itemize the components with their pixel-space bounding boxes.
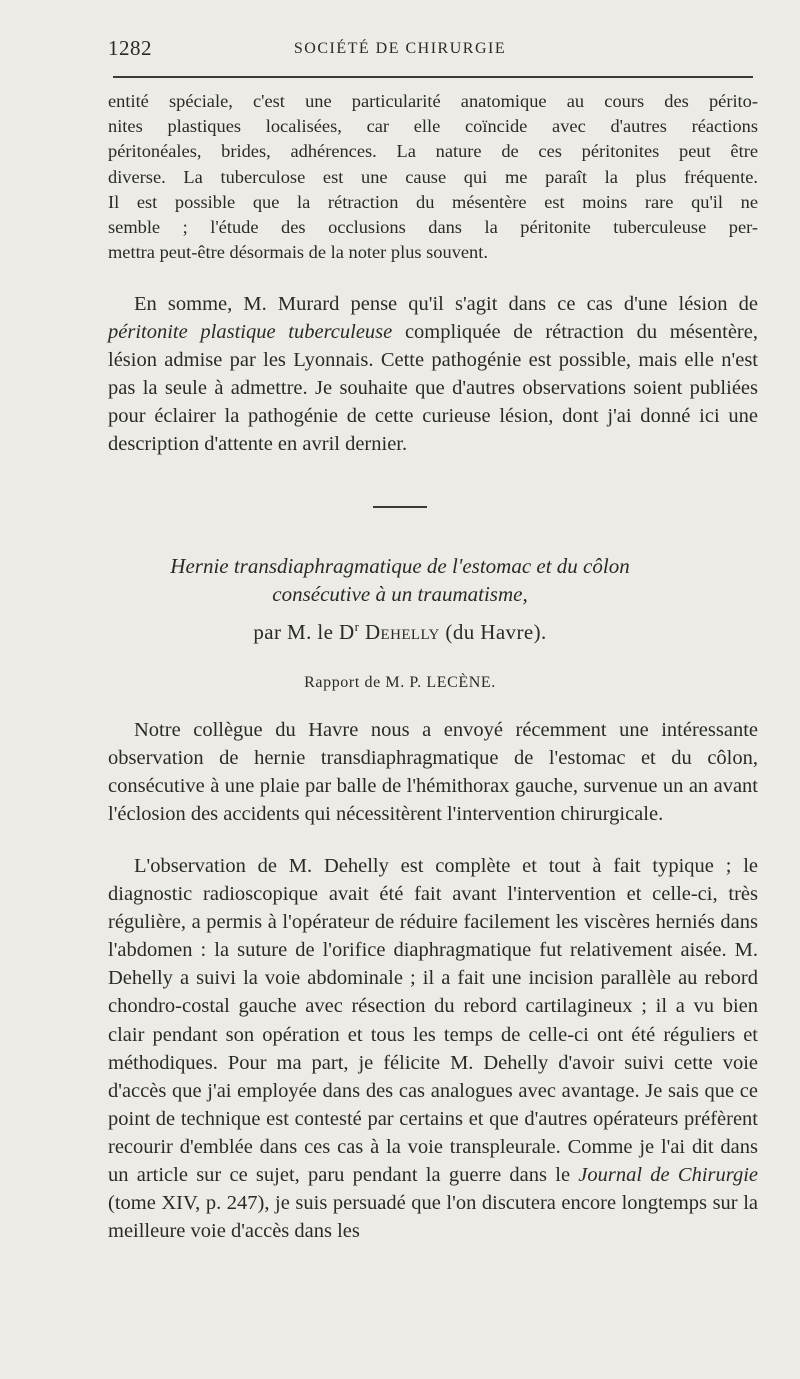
paragraph-2-text-end: compliquée de rétraction du mésentère, lésion admise par les Lyonnais. Cette pathogénie est possible, mais elle n'est pas la seule à admettre. Je souhaite que d'autres observations soient publiées pour éclairer la pathogénie de cette curieuse lésion, dont j'ai donné ici une description d'attente en avril dernier. xyxy=(108,321,758,456)
paragraph-2-text: En somme, M. Murard pense qu'il s'agit dans ce cas d'une lésion de xyxy=(134,293,758,315)
paragraph-4 xyxy=(108,852,758,1245)
author-suffix: (du Havre). xyxy=(445,620,547,644)
paragraph-4-text-end: (tome XIV, p. 247), je suis persuadé que l'on discutera encore longtemps sur la meilleure voie d'accès dans les xyxy=(108,1192,758,1243)
header-rule xyxy=(113,76,753,78)
author-name: Dehelly xyxy=(364,620,440,644)
author-prefix: par M. le D xyxy=(253,620,355,644)
paragraph-3: Notre collègue du Havre nous a envoyé récemment une intéressante observation de hernie transdiaphragmatique de l'estomac et du côlon, consécutive à une plaie par balle de l'hémithorax gauche, survenue un an avant l'éclosion des accidents qui nécessitèrent l'intervention chirurgicale. xyxy=(108,719,758,826)
paragraph-4-text: L'observation de M. Dehelly est complète et tout à fait typique ; le diagnostic radioscopique avait été fait avant l'intervention et celle-ci, très régulière, a permis à l'opérateur de réduire facilement les viscères herniés dans l'abdomen : la suture de l'orifice diaphragmatique fut relativement aisée. M. Dehelly a suivi la voie abdominale ; il a fait une incision parallèle au rebord chondro-costal gauche avec résection du rebord cartilagineux ; il a vu bien clair pendant son opération et tous les temps de celle-ci ont été réguliers et méthodiques. Pour ma part, je félicite M. Dehelly d'avoir suivi cette voie d'accès que j'ai employée dans des cas analogues avec avantage. Je sais que ce point de technique est contesté par certains et que d'autres opérateurs préfèrent recourir d'emblée dans ces cas à la voie transpleurale. Comme je l'ai dit dans un article sur ce sujet, paru pendant la guerre dans le xyxy=(108,855,758,1187)
paragraph-2-italic: péritonite plastique tuberculeuse xyxy=(108,321,393,344)
article-title-line-1: Hernie transdiaphragmatique de l'estomac et du côlon xyxy=(170,554,630,578)
paragraph-1-line: mettra peut-être désormais de la noter plus souvent. xyxy=(108,242,488,263)
report-line: Rapport de M. P. LECÈNE. xyxy=(304,674,496,691)
article-title-line-2: consécutive à un traumatisme, xyxy=(272,582,528,606)
section-separator xyxy=(373,506,427,508)
journal-name: Journal de Chirurgie xyxy=(578,1164,759,1187)
page-number: 1282 xyxy=(108,36,152,60)
paragraph-2 xyxy=(108,290,758,459)
author-sup: r xyxy=(354,619,360,634)
paragraph-1-line: semble ; l'étude des occlusions dans la péritonite tuberculeuse per- xyxy=(108,217,758,238)
paragraph-1 xyxy=(108,89,758,265)
paragraph-1-line: diverse. La tuberculose est une cause qui me paraît la plus fréquente. xyxy=(108,166,758,187)
paragraph-1-line: péritonéales, brides, adhérences. La nature de ces péritonites peut être xyxy=(108,141,758,162)
paragraph-1-line: entité spéciale, c'est une particularité anatomique au cours des périto- xyxy=(108,91,758,111)
paragraph-1-line: Il est possible que la rétraction du mésentère est moins rare qu'il ne xyxy=(108,191,758,212)
paragraph-1-line: nites plastiques localisées, car elle coïncide avec d'autres réactions xyxy=(108,116,758,137)
article-author xyxy=(0,619,800,645)
running-title: SOCIÉTÉ DE CHIRURGIE xyxy=(293,40,507,57)
